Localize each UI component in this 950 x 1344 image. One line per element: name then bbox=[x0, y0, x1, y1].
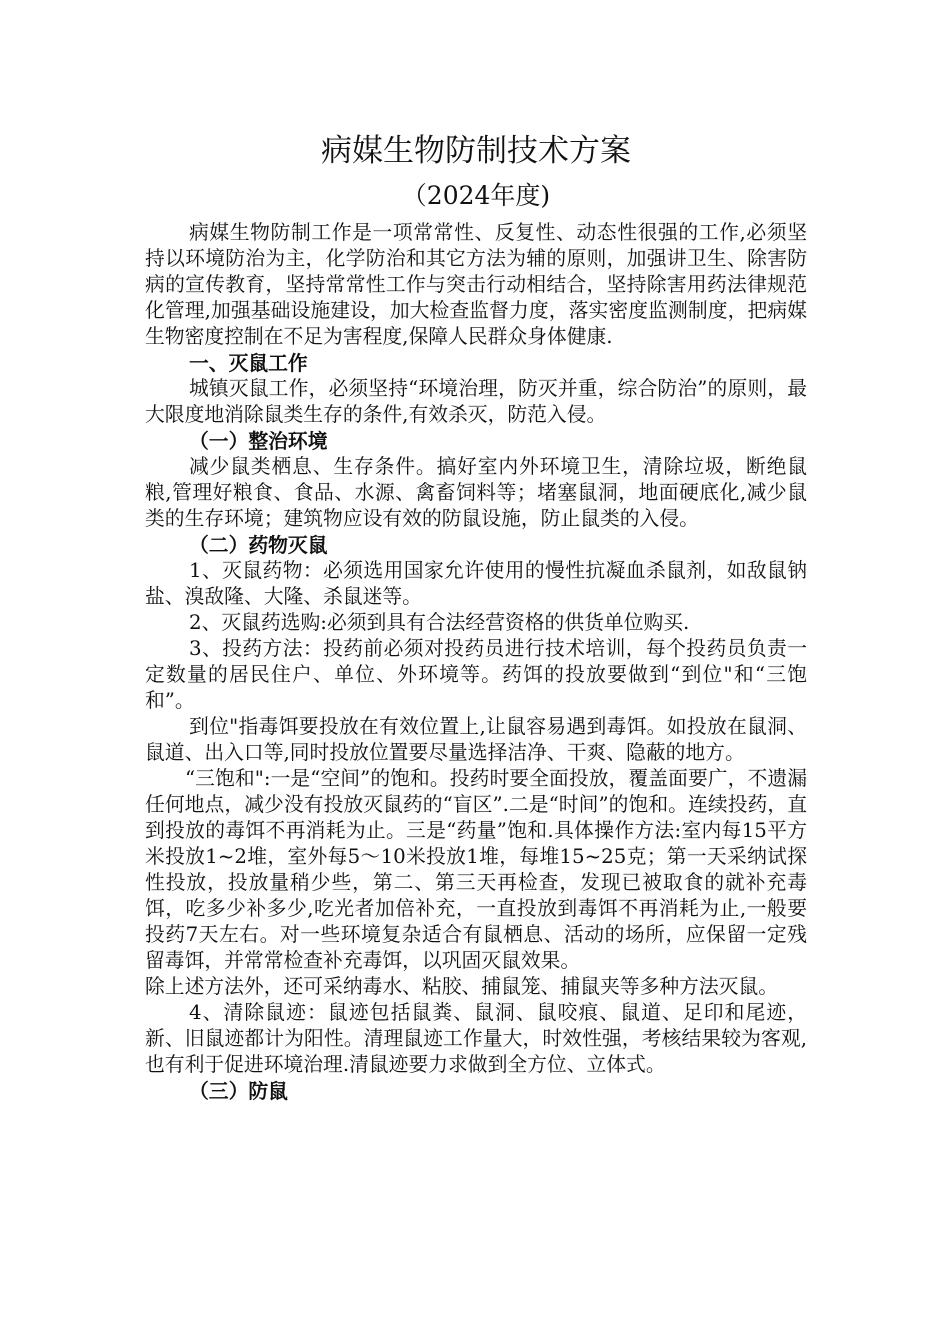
document-subtitle: （2024年度) bbox=[401, 181, 551, 210]
section-heading-rodent-control: 一、灭鼠工作 bbox=[189, 351, 308, 375]
sanbaohe-paragraph: “三饱和":一是“空间”的饱和。投药时要全面投放，覆盖面要广，不遗漏任何地点，减少没有投放灭鼠药的“盲区”.二是“时间”的饱和。连续投药，直到投放的毒饵不再消耗为止。三是“药量”饱和.具体操作方法:室内每15平方米投放1~2堆，室外每5～10米投放1堆，每堆15~25克；第一天采纳试探性投放，投放量稍少些，第二、第三天再检查，发现已被取食的就补充毒饵，吃多少补多少,吃光者加倍补充，一直投放到毒饵不再消耗为止,一般要投药7天左右。对一些环境复杂适合有鼠栖息、活动的场所，应保留一定残留毒饵，并常常检查补充毒饵，以巩固灭鼠效果。 bbox=[145, 767, 807, 972]
environment-paragraph: 减少鼠类栖息、生存条件。搞好室内外环境卫生，清除垃圾，断绝鼠粮,管理好粮食、食品、水源、禽畜饲料等；堵塞鼠洞，地面硬底化,减少鼠类的生存环境；建筑物应设有效的防鼠设施，防止鼠类的入侵。 bbox=[145, 455, 807, 530]
section-intro-paragraph: 城镇灭鼠工作，必须坚持“环境治理，防灭并重，综合防治”的原则，最大限度地消除鼠类生存的条件,有效杀灭，防范入侵。 bbox=[145, 377, 807, 426]
item-clear-traces-paragraph: 4、清除鼠迹：鼠迹包括鼠粪、鼠洞、鼠咬痕、鼠道、足印和尾迹，新、旧鼠迹都计为阳性。清理鼠迹工作量大，时效性强，考核结果较为客观,也有利于促进环境治理.清鼠迹要力求做到全方位、立体式。 bbox=[145, 1001, 807, 1076]
daowei-paragraph: 到位"指毒饵要投放在有效位置上,让鼠容易遇到毒饵。如投放在鼠洞、鼠道、出入口等,同时投放位置要尽量选择洁净、干爽、隐蔽的地方。 bbox=[145, 715, 807, 764]
other-methods-paragraph: 除上述方法外，还可采纳毒水、粘胶、捕鼠笼、捕鼠夹等多种方法灭鼠。 bbox=[145, 975, 779, 998]
intro-paragraph: 病媒生物防制工作是一项常常性、反复性、动态性很强的工作,必须坚持以环境防治为主，化学防治和其它方法为辅的原则，加强讲卫生、除害防病的宣传教育，坚持常常性工作与突击行动相结合，坚持除害用药法律规范化管理,加强基础设施建设，加大检查监督力度，落实密度监测制度，把病媒生物密度控制在不足为害程度,保障人民群众身体健康. bbox=[145, 221, 807, 348]
subsection-heading-prevention: （三）防鼠 bbox=[189, 1079, 288, 1103]
item-rodenticide-paragraph: 1、灭鼠药物：必须选用国家允许使用的慢性抗凝血杀鼠剂，如敌鼠钠盐、溴敌隆、大隆、杀鼠迷等。 bbox=[145, 559, 807, 608]
subsection-heading-environment: （一）整治环境 bbox=[189, 429, 328, 453]
item-purchase-paragraph: 2、灭鼠药选购:必须到具有合法经营资格的供货单位购买. bbox=[189, 611, 690, 634]
subsection-heading-chemical-control: （二）药物灭鼠 bbox=[189, 533, 328, 557]
document-page bbox=[145, 128, 807, 1104]
item-method-paragraph: 3、投药方法：投药前必须对投药员进行技术培训，每个投药员负责一定数量的居民住户、单位、外环境等。药饵的投放要做到“到位"和“三饱和”。 bbox=[145, 637, 807, 712]
document-title: 病媒生物防制技术方案 bbox=[321, 133, 631, 169]
